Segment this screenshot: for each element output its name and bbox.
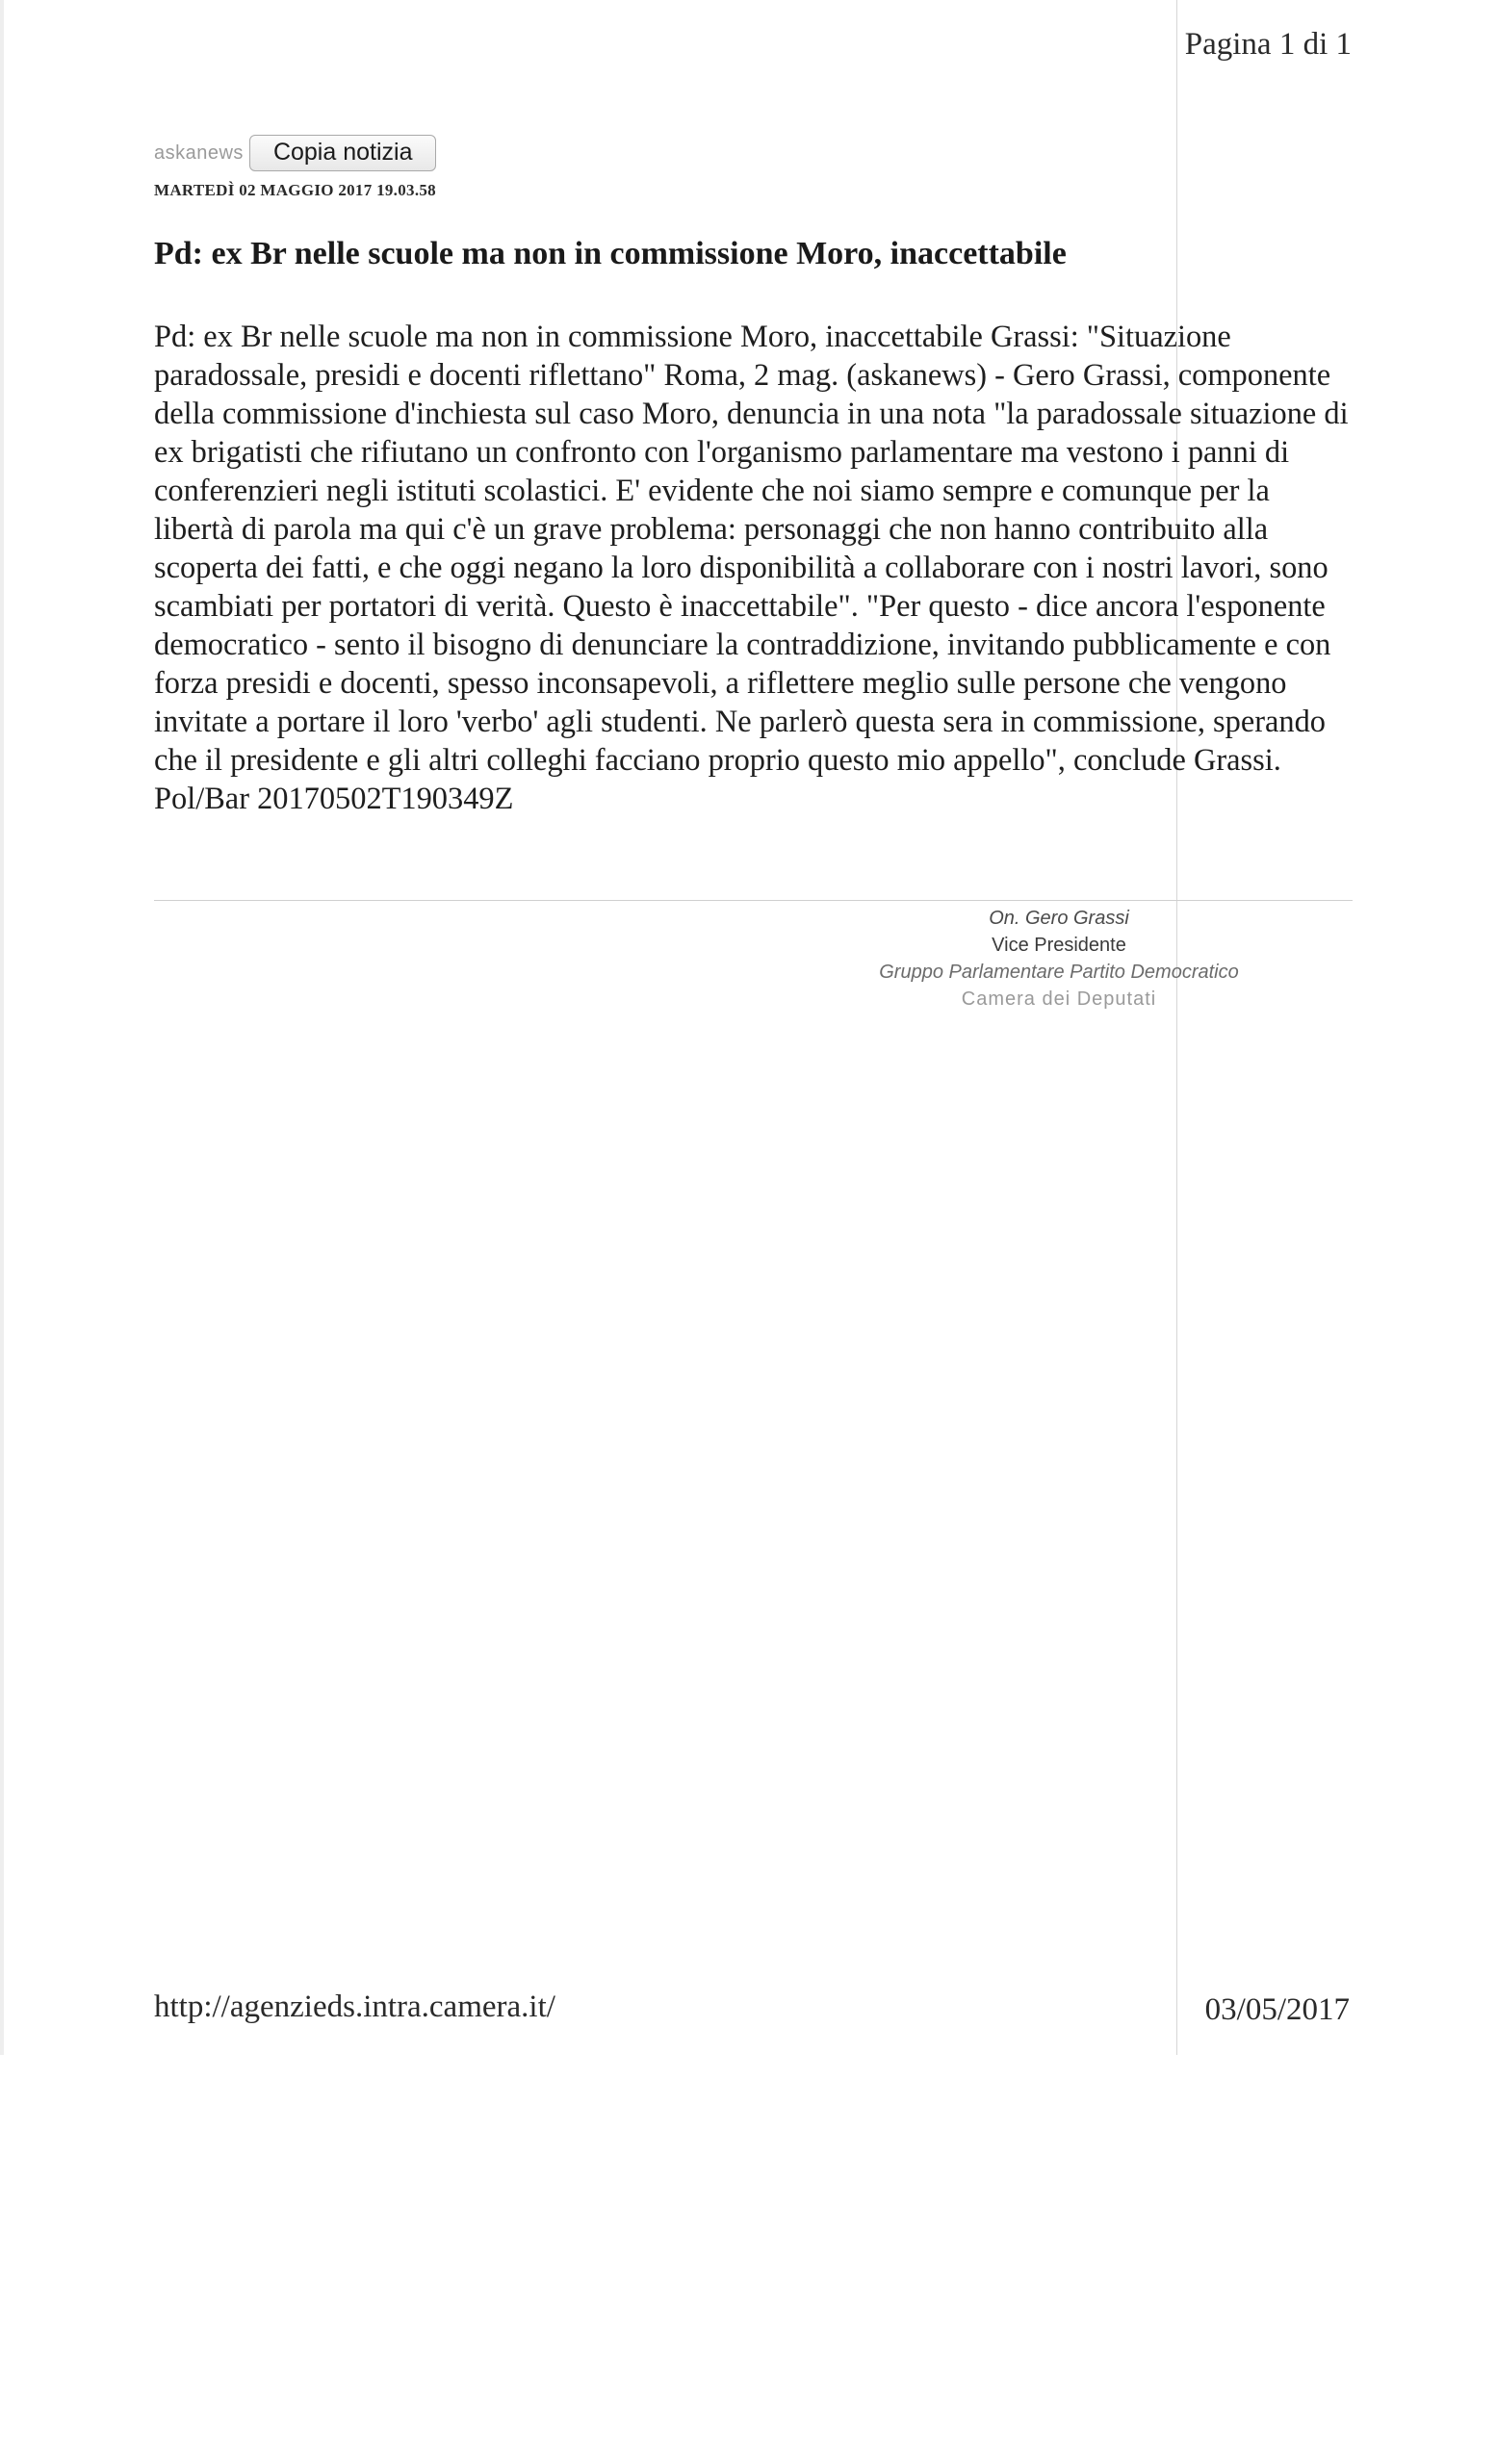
stamp-role: Vice Presidente — [992, 935, 1126, 956]
news-datetime: MARTEDÌ 02 MAGGIO 2017 19.03.58 — [154, 181, 436, 199]
askanews-logo: askanews — [154, 141, 244, 164]
page-indicator: Pagina 1 di 1 — [1184, 27, 1352, 62]
footer-date: 03/05/2017 — [1204, 1992, 1350, 2027]
source-bar — [154, 135, 436, 171]
footer-url: http://agenzieds.intra.camera.it/ — [154, 1989, 555, 2024]
stamp-group: Gruppo Parlamentare Partito Democratico — [879, 962, 1239, 983]
news-headline: Pd: ex Br nelle scuole ma non in commissione Moro, inaccettabile — [154, 236, 1067, 271]
news-body: Pd: ex Br nelle scuole ma non in commissione Moro, inaccettabile Grassi: "Situazione paradossale, presidi e docenti riflettano" Roma, 2 mag. (askanews) - Gero Grassi, componente della commissione d'inchiesta sul caso Moro, denuncia in una nota "la paradossale situazione di ex brigatisti che rifiutano un confronto con l'organismo parlamentare ma vestono i panni di conferenzieri negli istituti scolastici. E' evidente che noi siamo sempre e comunque per la libertà di parola ma qui c'è un grave problema: personaggi che non hanno contribuito alla scoperta dei fatti, e che oggi negano la loro disponibilità a collaborare con i nostri lavori, sono scambiati per portatori di verità. Questo è inaccettabile". "Per questo - dice ancora l'esponente democratico - sento il bisogno di denunciare la contraddizione, invitando pubblicamente e con forza presidi e docenti, spesso inconsapevoli, a riflettere meglio sulle persone che vengono invitate a portare il loro 'verbo' agli studenti. Ne parlerò questa sera in commissione, sperando che il presidente e gli altri colleghi facciano proprio questo mio appello", conclude Grassi. Pol/Bar 20170502T190349Z — [154, 320, 1349, 816]
scan-fold-line — [1176, 0, 1177, 2055]
separator-line — [154, 900, 1353, 901]
stamp-name: On. Gero Grassi — [989, 908, 1129, 929]
copy-news-button[interactable]: Copia notizia — [249, 135, 437, 171]
stamp-chamber: Camera dei Deputati — [961, 988, 1157, 1010]
signature-stamp — [809, 905, 1309, 1013]
scan-edge — [0, 0, 4, 2055]
